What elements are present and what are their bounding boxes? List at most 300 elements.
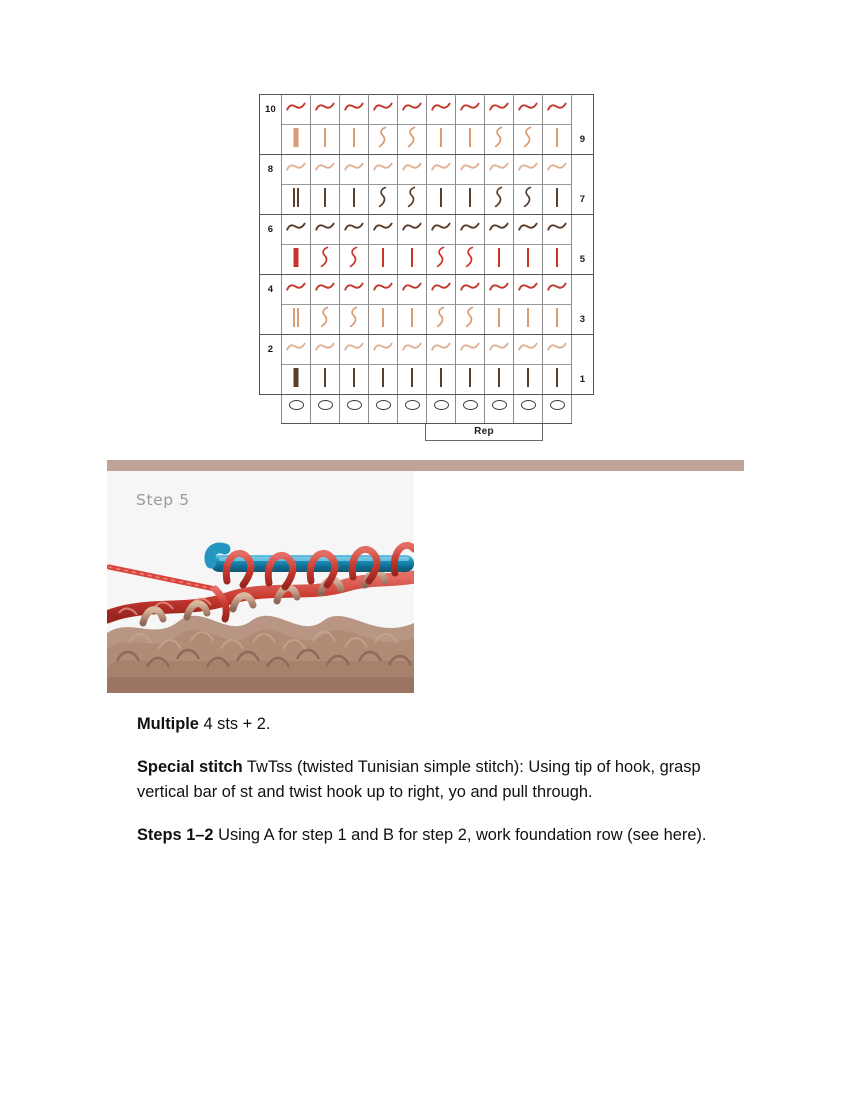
chart-cell [427, 395, 456, 424]
chart-cell [543, 335, 572, 365]
bar-glyph [469, 188, 471, 207]
chart-cell [369, 215, 398, 245]
tss-bar-icon [285, 125, 307, 149]
chart-cell [282, 335, 311, 365]
chart-cell [485, 125, 514, 155]
paragraph-text: TwTss (twisted Tunisian simple stitch): Using tip of hook, grasp vertical bar of st and twist hook up to right, yo and pull through. [137, 757, 701, 802]
chart-row [260, 305, 594, 335]
chart-cell [340, 395, 369, 424]
return-pass-icon [546, 335, 568, 359]
bar-glyph [469, 368, 471, 387]
chart-cell [340, 335, 369, 365]
chart-cell [398, 305, 427, 335]
oval-glyph [492, 400, 507, 410]
bar-glyph [440, 368, 442, 387]
return-pass-icon [459, 215, 481, 239]
chart-cell [514, 95, 543, 125]
row-number-right: 7 [572, 185, 594, 215]
tss-bar-icon [343, 185, 365, 209]
chart-cell [340, 155, 369, 185]
chart-cell [456, 155, 485, 185]
tss-double-bar-icon [285, 305, 307, 329]
twisted-tss-icon [459, 305, 481, 329]
tss-bar-icon [517, 245, 539, 269]
chart-cell [427, 275, 456, 305]
chart-cell [369, 95, 398, 125]
return-pass-icon [401, 335, 423, 359]
tss-bar-icon [430, 365, 452, 389]
chart-cell [543, 125, 572, 155]
tss-bar-icon [459, 125, 481, 149]
twisted-tss-icon [314, 305, 336, 329]
return-pass-icon [546, 155, 568, 179]
chart-row [260, 155, 594, 185]
chart-cell [543, 395, 572, 424]
tss-bar-icon [372, 245, 394, 269]
chart-cell [514, 155, 543, 185]
chart-cell [456, 335, 485, 365]
chart-row [260, 215, 594, 245]
chart-cell [282, 95, 311, 125]
bar-glyph [411, 308, 413, 327]
return-pass-icon [459, 155, 481, 179]
chart-cell [543, 95, 572, 125]
chart-cell [398, 95, 427, 125]
bar-glyph [293, 308, 295, 327]
chart-cell [282, 215, 311, 245]
chart-cell [369, 275, 398, 305]
chart-row [260, 395, 594, 424]
return-pass-icon [343, 275, 365, 299]
paragraph-lead: Multiple [137, 715, 199, 733]
return-pass-icon [401, 215, 423, 239]
bar-glyph [294, 368, 299, 387]
chart-cell [427, 125, 456, 155]
twisted-tss-icon [372, 185, 394, 209]
chart-cell [427, 95, 456, 125]
bar-glyph [527, 308, 529, 327]
chain-oval-icon [430, 397, 452, 421]
return-pass-icon [372, 215, 394, 239]
chart-row [260, 185, 594, 215]
chart-cell [340, 185, 369, 215]
return-pass-icon [314, 335, 336, 359]
chart-cell [485, 95, 514, 125]
bar-glyph [556, 128, 558, 147]
oval-glyph [434, 400, 449, 410]
chart-cell [427, 365, 456, 395]
chart-cell [456, 95, 485, 125]
row-number-right: 9 [572, 125, 594, 155]
tss-bar-icon [430, 185, 452, 209]
paragraph-multiple [137, 712, 744, 738]
chart-cell [340, 215, 369, 245]
chart-cell [340, 125, 369, 155]
chart-cell [485, 275, 514, 305]
chart-cell [369, 395, 398, 424]
row-number-right [572, 395, 594, 424]
row-number-left [260, 365, 282, 395]
bar-glyph [411, 248, 413, 267]
return-pass-icon [459, 95, 481, 119]
chart-cell [369, 185, 398, 215]
step-label: Step 5 [136, 491, 190, 509]
chart-cell [485, 305, 514, 335]
chain-oval-icon [343, 397, 365, 421]
oval-glyph [376, 400, 391, 410]
return-pass-icon [285, 155, 307, 179]
bar-glyph [440, 128, 442, 147]
chart-cell [282, 305, 311, 335]
chart-cell [543, 155, 572, 185]
stitch-chart-table [259, 94, 594, 424]
return-pass-icon [488, 335, 510, 359]
return-pass-icon [430, 275, 452, 299]
repeat-label: Rep [474, 426, 494, 437]
chart-row [260, 95, 594, 125]
row-number-left [260, 125, 282, 155]
bar-glyph [556, 308, 558, 327]
paragraph-text: Using A for step 1 and B for step 2, work foundation row (see here). [213, 825, 707, 844]
bar-glyph [297, 308, 299, 327]
chart-cell [369, 245, 398, 275]
tss-bar-icon [546, 245, 568, 269]
chart-cell [514, 245, 543, 275]
bar-glyph [294, 248, 299, 267]
return-pass-icon [314, 95, 336, 119]
twisted-tss-icon [488, 125, 510, 149]
bar-glyph [324, 128, 326, 147]
step-photo-card [107, 471, 414, 693]
stitch-chart-figure [259, 94, 594, 442]
row-number-right: 3 [572, 305, 594, 335]
chart-cell [456, 245, 485, 275]
tss-bar-icon [343, 125, 365, 149]
tss-bar-icon [401, 245, 423, 269]
return-pass-icon [343, 155, 365, 179]
chain-oval-icon [372, 397, 394, 421]
return-pass-icon [488, 275, 510, 299]
bar-glyph [411, 368, 413, 387]
return-pass-icon [314, 275, 336, 299]
return-pass-icon [372, 275, 394, 299]
chart-cell [398, 335, 427, 365]
chart-cell [311, 335, 340, 365]
chart-cell [543, 215, 572, 245]
row-number-left: 8 [260, 155, 282, 185]
bar-glyph [556, 248, 558, 267]
row-number-left [260, 185, 282, 215]
twisted-tss-icon [459, 245, 481, 269]
row-number-left: 2 [260, 335, 282, 365]
bar-glyph [324, 368, 326, 387]
tss-double-bar-icon [285, 185, 307, 209]
row-number-left: 10 [260, 95, 282, 125]
chart-cell [340, 95, 369, 125]
tss-bar-icon [314, 125, 336, 149]
chart-cell [282, 125, 311, 155]
tss-bar-icon [488, 305, 510, 329]
tss-bar-icon [343, 365, 365, 389]
chart-cell [369, 305, 398, 335]
tss-bar-icon [314, 185, 336, 209]
return-pass-icon [401, 155, 423, 179]
tss-bar-icon [459, 185, 481, 209]
return-pass-icon [517, 95, 539, 119]
paragraph-steps [137, 823, 744, 849]
bar-glyph [527, 248, 529, 267]
chart-cell [456, 305, 485, 335]
bar-glyph [440, 188, 442, 207]
return-pass-icon [343, 95, 365, 119]
twisted-tss-icon [517, 185, 539, 209]
chart-cell [456, 125, 485, 155]
twisted-tss-icon [343, 245, 365, 269]
chain-oval-icon [401, 397, 423, 421]
return-pass-icon [430, 335, 452, 359]
return-pass-icon [285, 215, 307, 239]
chart-cell [340, 305, 369, 335]
chart-cell [311, 155, 340, 185]
bar-glyph [353, 368, 355, 387]
return-pass-icon [372, 95, 394, 119]
chart-cell [311, 125, 340, 155]
tss-bar-icon [401, 365, 423, 389]
chart-cell [340, 275, 369, 305]
tss-bar-icon [285, 245, 307, 269]
chart-cell [311, 365, 340, 395]
chart-cell [427, 245, 456, 275]
tss-bar-icon [430, 125, 452, 149]
twisted-tss-icon [372, 125, 394, 149]
chart-cell [340, 245, 369, 275]
row-number-right [572, 335, 594, 365]
twisted-tss-icon [343, 305, 365, 329]
return-pass-icon [517, 155, 539, 179]
return-pass-icon [430, 155, 452, 179]
chain-oval-icon [459, 397, 481, 421]
chart-cell [514, 365, 543, 395]
chart-cell [543, 305, 572, 335]
chart-cell [311, 215, 340, 245]
chart-cell [427, 185, 456, 215]
twisted-tss-icon [314, 245, 336, 269]
chart-cell [456, 185, 485, 215]
return-pass-icon [488, 215, 510, 239]
tss-bar-icon [401, 305, 423, 329]
chain-oval-icon [285, 397, 307, 421]
chart-row [260, 275, 594, 305]
chart-cell [456, 395, 485, 424]
return-pass-icon [430, 215, 452, 239]
bar-glyph [297, 188, 299, 207]
bar-glyph [382, 368, 384, 387]
chart-row [260, 335, 594, 365]
row-number-left: 4 [260, 275, 282, 305]
return-pass-icon [459, 335, 481, 359]
chart-cell [485, 155, 514, 185]
oval-glyph [521, 400, 536, 410]
chart-cell [514, 215, 543, 245]
chart-cell [543, 245, 572, 275]
row-number-left [260, 305, 282, 335]
chart-cell [485, 395, 514, 424]
chart-cell [427, 215, 456, 245]
bar-glyph [469, 128, 471, 147]
tss-bar-icon [546, 125, 568, 149]
chart-cell [369, 365, 398, 395]
return-pass-icon [517, 335, 539, 359]
tss-bar-icon [546, 185, 568, 209]
row-number-right [572, 155, 594, 185]
chain-oval-icon [314, 397, 336, 421]
chart-cell [485, 215, 514, 245]
return-pass-icon [314, 215, 336, 239]
paragraph-lead: Steps 1–2 [137, 825, 214, 844]
tss-bar-icon [372, 365, 394, 389]
row-number-right [572, 95, 594, 125]
oval-glyph [347, 400, 362, 410]
chart-cell [514, 275, 543, 305]
bar-glyph [294, 128, 299, 147]
tss-bar-icon [517, 305, 539, 329]
chart-cell [398, 155, 427, 185]
return-pass-icon [459, 275, 481, 299]
oval-glyph [550, 400, 565, 410]
chart-row [260, 125, 594, 155]
chart-cell [543, 275, 572, 305]
chart-cell [398, 275, 427, 305]
oval-glyph [463, 400, 478, 410]
tss-bar-icon [546, 305, 568, 329]
chart-cell [311, 305, 340, 335]
chart-cell [369, 155, 398, 185]
bar-glyph [498, 308, 500, 327]
return-pass-icon [343, 335, 365, 359]
twisted-tss-icon [401, 125, 423, 149]
tss-bar-icon [285, 365, 307, 389]
chart-cell [282, 365, 311, 395]
chain-oval-icon [546, 397, 568, 421]
chart-cell [456, 365, 485, 395]
return-pass-icon [285, 275, 307, 299]
bar-glyph [353, 128, 355, 147]
row-number-left [260, 245, 282, 275]
bar-glyph [382, 308, 384, 327]
chart-cell [427, 305, 456, 335]
bar-glyph [293, 188, 295, 207]
return-pass-icon [372, 335, 394, 359]
oval-glyph [289, 400, 304, 410]
chart-cell [514, 185, 543, 215]
chart-cell [543, 185, 572, 215]
return-pass-icon [372, 155, 394, 179]
instructions-copy [137, 712, 744, 865]
chart-cell [282, 245, 311, 275]
twisted-tss-icon [430, 305, 452, 329]
bar-glyph [498, 368, 500, 387]
return-pass-icon [546, 215, 568, 239]
chart-cell [514, 335, 543, 365]
row-number-right [572, 275, 594, 305]
chart-cell [398, 365, 427, 395]
chart-cell [398, 215, 427, 245]
paragraph-text: 4 sts + 2. [198, 715, 271, 733]
return-pass-icon [401, 95, 423, 119]
chart-row [260, 365, 594, 395]
chart-cell [485, 245, 514, 275]
return-pass-icon [546, 275, 568, 299]
tss-bar-icon [517, 365, 539, 389]
chart-cell [485, 335, 514, 365]
return-pass-icon [285, 335, 307, 359]
chain-oval-icon [517, 397, 539, 421]
chart-cell [282, 275, 311, 305]
return-pass-icon [488, 155, 510, 179]
chart-cell [398, 395, 427, 424]
bar-glyph [382, 248, 384, 267]
row-number-right [572, 215, 594, 245]
chart-cell [456, 275, 485, 305]
return-pass-icon [430, 95, 452, 119]
chart-cell [485, 365, 514, 395]
chart-cell [514, 305, 543, 335]
bar-glyph [498, 248, 500, 267]
tss-bar-icon [488, 245, 510, 269]
tss-bar-icon [372, 305, 394, 329]
row-number-right: 5 [572, 245, 594, 275]
twisted-tss-icon [430, 245, 452, 269]
row-number-right: 1 [572, 365, 594, 395]
chart-row [260, 245, 594, 275]
twisted-tss-icon [401, 185, 423, 209]
return-pass-icon [314, 155, 336, 179]
divider-band [107, 460, 744, 471]
bar-glyph [324, 188, 326, 207]
return-pass-icon [517, 275, 539, 299]
return-pass-icon [546, 95, 568, 119]
bar-glyph [527, 368, 529, 387]
twisted-tss-icon [488, 185, 510, 209]
chart-cell [398, 185, 427, 215]
chart-cell [456, 215, 485, 245]
repeat-bracket [425, 424, 543, 441]
chart-cell [427, 335, 456, 365]
chart-cell [311, 245, 340, 275]
bar-glyph [556, 368, 558, 387]
bar-glyph [353, 188, 355, 207]
return-pass-icon [343, 215, 365, 239]
chart-cell [311, 395, 340, 424]
tss-bar-icon [546, 365, 568, 389]
chart-cell [398, 125, 427, 155]
chart-cell [543, 365, 572, 395]
tss-bar-icon [314, 365, 336, 389]
bar-glyph [556, 188, 558, 207]
chart-cell [514, 125, 543, 155]
row-number-left [260, 395, 282, 424]
chart-cell [485, 185, 514, 215]
chart-cell [311, 275, 340, 305]
twisted-tss-icon [517, 125, 539, 149]
chart-cell [311, 185, 340, 215]
chart-cell [398, 245, 427, 275]
oval-glyph [318, 400, 333, 410]
row-number-left: 6 [260, 215, 282, 245]
paragraph-special-stitch [137, 755, 744, 806]
chart-cell [427, 155, 456, 185]
return-pass-icon [401, 275, 423, 299]
